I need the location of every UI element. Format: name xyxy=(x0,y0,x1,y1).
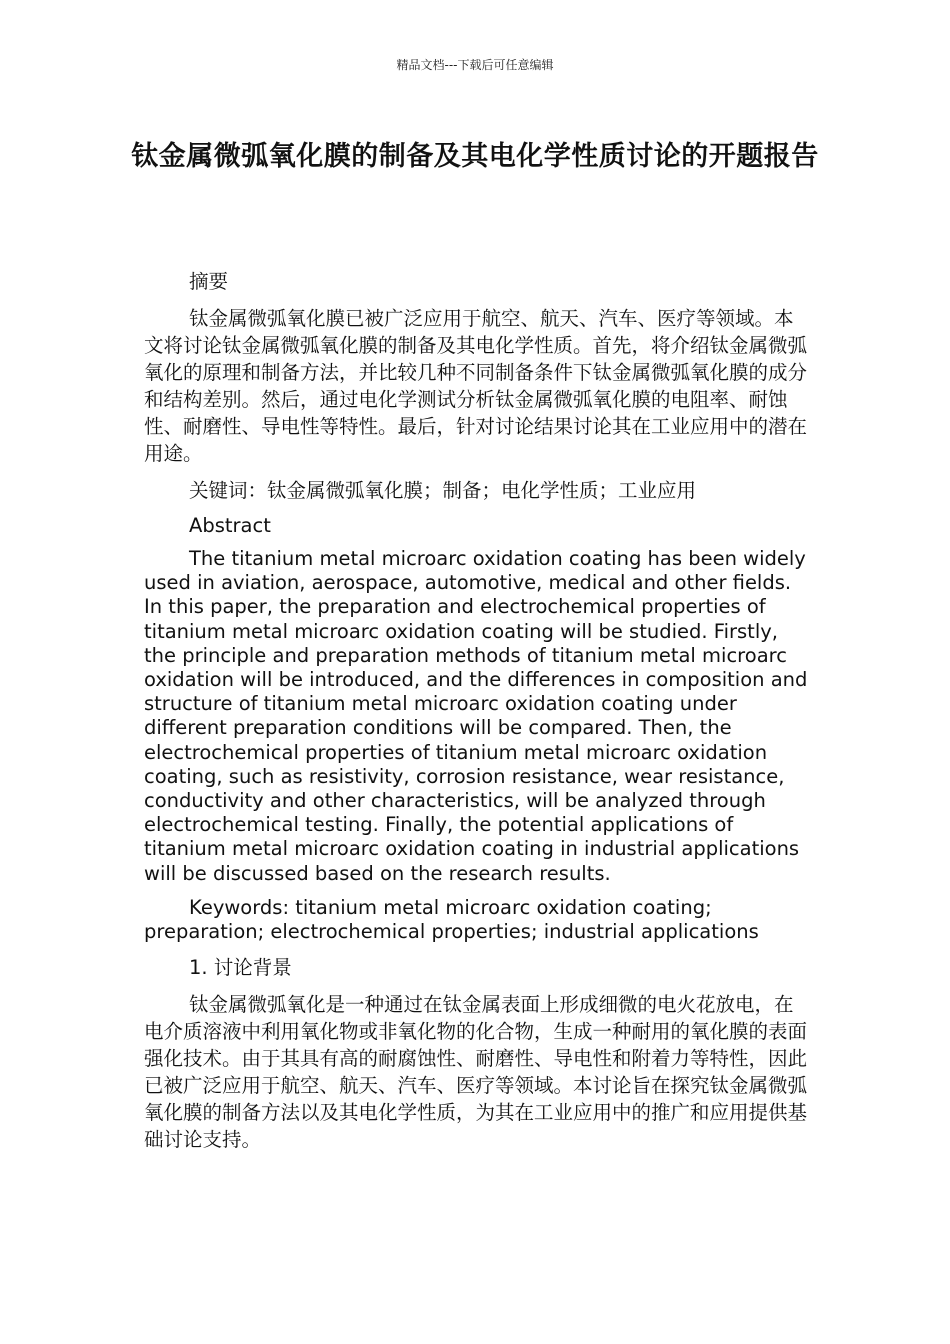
header-note: 精品文档---下载后可任意编辑 xyxy=(396,58,554,72)
abstract-cn-heading: 摘要 xyxy=(189,270,229,293)
abstract-en-keywords: Keywords: titanium metal microarc oxidation coating; preparation; electrochemical properties; industrial applications xyxy=(144,895,759,944)
abstract-cn-body: 钛金属微弧氧化膜已被广泛应用于航空、航天、汽车、医疗等领域。本文将讨论钛金属微弧氧化膜的制备及其电化学性质。首先，将介绍钛金属微弧氧化的原理和制备方法，并比较几种不同制备条件下钛金属微弧氧化膜的成分和结构差别。然后，通过电化学测试分析钛金属微弧氧化膜的电阻率、耐蚀性、耐磨性、导电性等特性。最后，针对讨论结果讨论其在工业应用中的潜在用途。 xyxy=(144,307,808,465)
document-title: 钛金属微弧氧化膜的制备及其电化学性质讨论的开题报告 xyxy=(131,141,819,172)
section-1-body: 钛金属微弧氧化是一种通过在钛金属表面上形成细微的电火花放电，在电介质溶液中利用氧化物或非氧化物的化合物，生成一种耐用的氧化膜的表面强化技术。由于其具有高的耐腐蚀性、耐磨性、导电性和附着力等特性，因此已被广泛应用于航空、航天、汽车、医疗等领域。本讨论旨在探究钛金属微弧氧化膜的制备方法以及其电化学性质，为其在工业应用中的推广和应用提供基础讨论支持。 xyxy=(144,993,808,1152)
abstract-en-body: The titanium metal microarc oxidation coating has been widely used in aviation, aerospace, automotive, medical and other fields. In this paper, the preparation and electrochemical properties of titanium metal microarc oxidation coating will be studied. Firstly, the principle and preparation methods of titanium metal microarc oxidation will be introduced, and the differences in composition and structure of titanium metal microarc oxidation coating under different preparation conditions will be compared. Then, the electrochemical properties of titanium metal microarc oxidation coating, such as resistivity, corrosion resistance, wear resistance, conductivity and other characteristics, will be analyzed through electrochemical testing. Finally, the potential applications of titanium metal microarc oxidation coating in industrial applications will be discussed based on the research results. xyxy=(144,547,808,885)
abstract-en-heading: Abstract xyxy=(189,514,271,537)
document-body xyxy=(144,268,808,1153)
abstract-cn-keywords: 关键词：钛金属微弧氧化膜；制备；电化学性质；工业应用 xyxy=(189,479,697,502)
section-1-heading: 1. 讨论背景 xyxy=(189,956,292,980)
